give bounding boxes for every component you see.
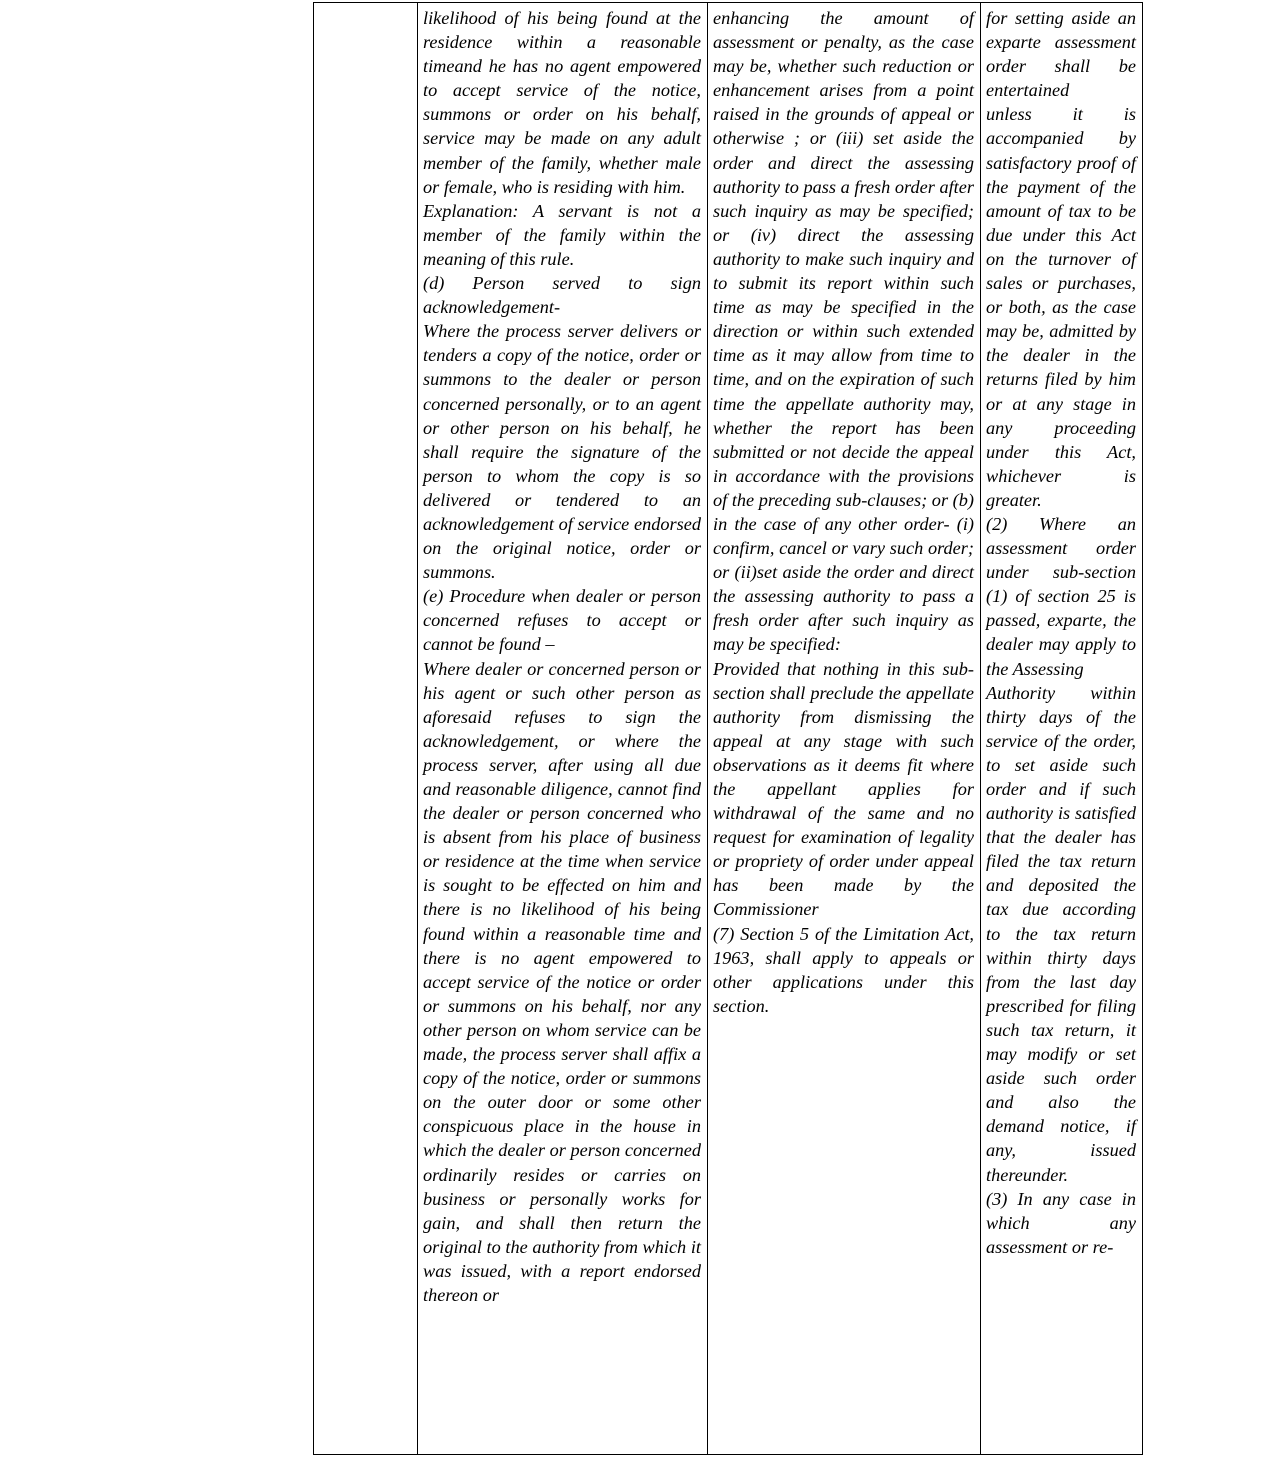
- table-cell-exparte-provisions: [981, 3, 1143, 1455]
- table-row: [314, 3, 1143, 1455]
- paragraph: Provided that nothing in this sub-section shall preclude the appellate authority from dismissing the appeal at any stage with such observations as it deems fit where the appellant applies for withdrawal of the same and no request for examination of legality or propriety of order under appeal has been made by the Commissioner: [713, 658, 974, 920]
- paragraph: (d) Person served to sign acknowledgement-: [423, 273, 701, 318]
- table-cell-appeal-provisions: [708, 3, 981, 1455]
- paragraph: (2) Where an assessment order under sub-section (1) of section 25 is passed, exparte, the dealer may apply to the Assessing: [986, 513, 1136, 679]
- paragraph: enhancing the amount of assessment or penalty, as the case may be, whether such reduction or enhancement arises from a point raised in the grounds of appeal or otherwise ; or (iii) set aside the order and direct the assessing authority to pass a fresh order after such inquiry as may be specified; or (iv) direct the assessing authority to make such inquiry and to submit its report within such time as may be specified in the direction or within such extended time as it may allow from time to time, and on the expiration of such time the appellate authority may, whether the report has been submitted or not decide the appeal in accordance with the provisions of the preceding sub-clauses; or (b) in the case of any other order- (i) confirm, cancel or vary such order; or (ii)set aside the order and direct the assessing authority to pass a fresh order after such inquiry as may be specified:: [713, 8, 974, 655]
- paragraph: (e) Procedure when dealer or person concerned refuses to accept or cannot be found –: [423, 586, 701, 655]
- paragraph: (3) In any case in which any assessment or re-: [986, 1188, 1136, 1257]
- comparison-table: [313, 2, 1143, 1455]
- paragraph: Authority within thirty days of the service of the order, to set aside such order and if such authority is satisfied that the dealer has filed the tax return and deposited the tax due according to the tax return within thirty days from the last day prescribed for filing such tax return, it may modify or set aside such order and also the demand notice, if any, issued thereunder.: [986, 682, 1136, 1185]
- paragraph: (7) Section 5 of the Limitation Act, 1963, shall apply to appeals or other applications under this section.: [713, 923, 974, 1016]
- paragraph: for setting aside an exparte assessment order shall be entertained: [986, 8, 1136, 101]
- paragraph: Explanation: A servant is not a member of the family within the meaning of this rule.: [423, 200, 701, 269]
- paragraph: Where the process server delivers or tenders a copy of the notice, order or summons to the dealer or person concerned personally, or to an agent or other person on his behalf, he shall require the signature of the person to whom the copy is so delivered or tendered to an acknowledgement of service endorsed on the original notice, order or summons.: [423, 321, 701, 583]
- table-cell-blank: [314, 3, 418, 1455]
- paragraph: likelihood of his being found at the residence within a reasonable timeand he has no agent empowered to accept service of the notice, summons or order on his behalf, service may be made on any adult member of the family, whether male or female, who is residing with him.: [423, 8, 701, 197]
- table-cell-service-rules: [418, 3, 708, 1455]
- paragraph: unless it is accompanied by satisfactory proof of the payment of the amount of tax to be due under this Act on the turnover of sales or purchases, or both, as the case may be, admitted by the dealer in the returns filed by him or at any stage in any proceeding under this Act, whichever is greater.: [986, 104, 1136, 510]
- paragraph: Where dealer or concerned person or his agent or such other person as aforesaid refuses to sign the acknowledgement, or where the process server, after using all due and reasonable diligence, cannot find the dealer or person concerned who is absent from his place of business or residence at the time when service is sought to be effected on him and there is no likelihood of his being found within a reasonable time and there is no agent empowered to accept service of the notice or order or summons on his behalf, nor any other person on whom service can be made, the process server shall affix a copy of the notice, order or summons on the outer door or some other conspicuous place in the house in which the dealer or person concerned ordinarily resides or carries on business or personally works for gain, and shall then return the original to the authority from which it was issued, with a report endorsed thereon or: [423, 658, 701, 1305]
